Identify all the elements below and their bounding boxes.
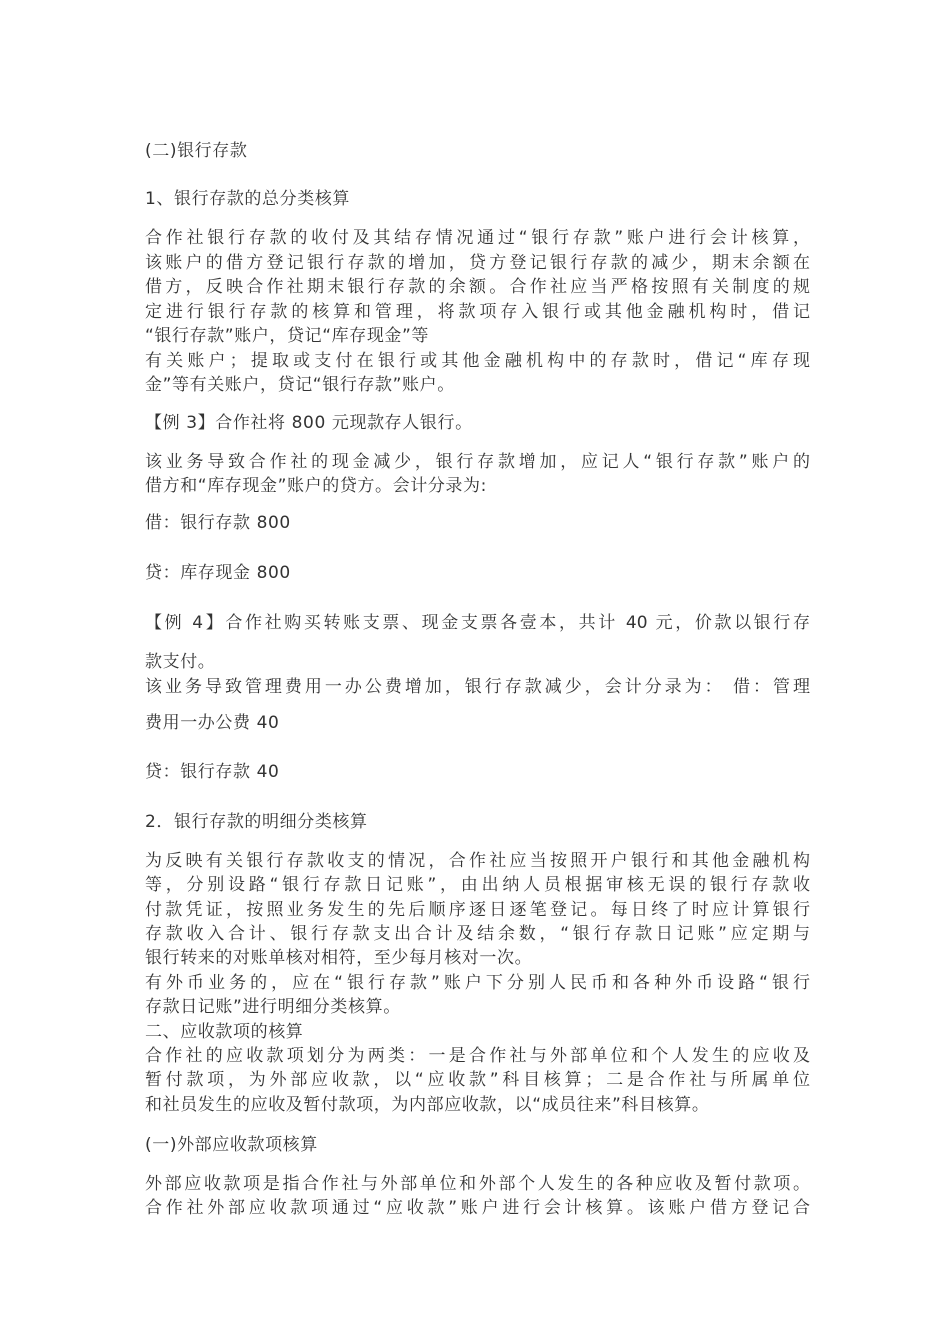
example-4-title-continued: 款支付。 <box>145 652 216 672</box>
paragraph-line: 有关账户；提取或支付在银行或其他金融机构中的存款时，借记“库存现 <box>145 351 810 371</box>
paragraph-line: 外部应收款项是指合作社与外部单位和外部个人发生的各种应收及暂付款项。 <box>145 1174 810 1194</box>
paragraph-line: 金”等有关账户，贷记“银行存款”账户。 <box>145 375 455 395</box>
journal-entry-credit: 贷：库存现金 800 <box>145 563 291 583</box>
paragraph-line: 借方，反映合作社期末银行存款的余额。合作社应当严格按照有关制度的规 <box>145 277 810 297</box>
paragraph-line: 存款日记账”进行明细分类核算。 <box>145 997 401 1017</box>
paragraph-line: 等，分别设路“银行存款日记账”，由出纳人员根据审核无误的银行存款收 <box>145 875 810 895</box>
paragraph-line: 合作社银行存款的收付及其结存情况通过“银行存款”账户进行会计核算， <box>145 228 810 248</box>
paragraph-line: 该账户的借方登记银行存款的增加，贷方登记银行存款的减少，期末余额在 <box>145 253 810 273</box>
subsection-heading-external-receivables: (一)外部应收款项核算 <box>145 1135 318 1155</box>
paragraph-line: 借方和“库存现金”账户的贷方。会计分录为: <box>145 476 487 496</box>
paragraph-line: 合作社外部应收款项通过“应收款”账户进行会计核算。该账户借方登记合 <box>145 1198 810 1218</box>
section-heading-bank-deposit: (二)银行存款 <box>145 141 248 161</box>
paragraph-line: “银行存款”账户，贷记“库存现金”等 <box>145 326 430 346</box>
paragraph-line: 暂付款项，为外部应收款，以“应收款”科目核算；二是合作社与所属单位 <box>145 1070 810 1090</box>
paragraph-line: 付款凭证，按照业务发生的先后顺序逐日逐笔登记。每日终了时应计算银行 <box>145 900 810 920</box>
paragraph-line: 为反映有关银行存款收支的情况，合作社应当按照开户银行和其他金融机构 <box>145 851 810 871</box>
journal-entry-credit: 贷：银行存款 40 <box>145 762 280 782</box>
paragraph-line: 合作社的应收款项划分为两类：一是合作社与外部单位和个人发生的应收及 <box>145 1046 810 1066</box>
example-3-title: 【例 3】合作社将 800 元现款存人银行。 <box>145 413 473 433</box>
paragraph-line: 和社员发生的应收及暂付款项，为内部应收款，以“成员往来”科目核算。 <box>145 1095 710 1115</box>
subsection-heading-detail-ledger: 2．银行存款的明细分类核算 <box>145 812 368 832</box>
section-heading-receivables: 二、应收款项的核算 <box>145 1022 304 1042</box>
paragraph-line: 该业务导致管理费用一办公费增加，银行存款减少，会计分录为： 借：管理 <box>145 677 810 697</box>
paragraph-line: 存款收入合计、银行存款支出合计及结余数，“银行存款日记账”应定期与 <box>145 924 810 944</box>
example-4-title: 【例 4】合作社购买转账支票、现金支票各壹本，共计 40 元，价款以银行存 <box>145 613 810 633</box>
journal-entry-debit: 费用一办公费 40 <box>145 713 280 733</box>
paragraph-line: 该业务导致合作社的现金减少，银行存款增加，应记人“银行存款”账户的 <box>145 452 810 472</box>
paragraph-line: 定进行银行存款的核算和管理，将款项存入银行或其他金融机构时，借记 <box>145 302 810 322</box>
paragraph-line: 银行转来的对账单核对相符，至少每月核对一次。 <box>145 948 533 968</box>
paragraph-line: 有外币业务的，应在“银行存款”账户下分别人民币和各种外币设路“银行 <box>145 973 810 993</box>
subsection-heading-general-ledger: 1、银行存款的总分类核算 <box>145 189 351 209</box>
journal-entry-debit: 借：银行存款 800 <box>145 513 291 533</box>
